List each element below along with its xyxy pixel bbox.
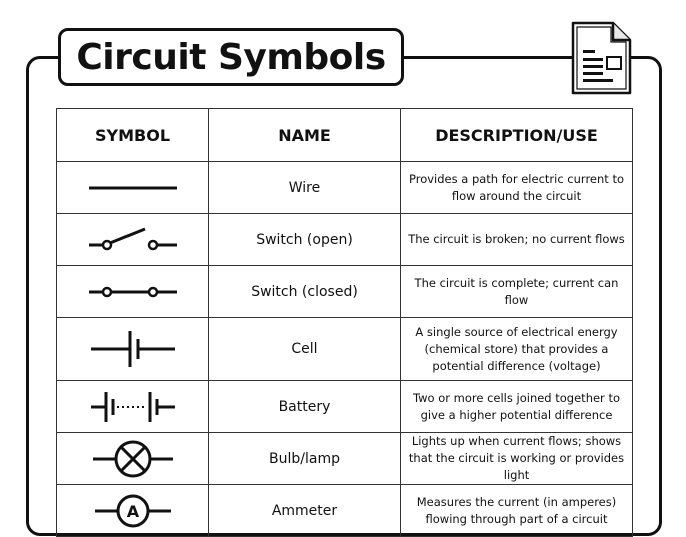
symbol-cell	[57, 318, 209, 381]
symbol-description: Measures the current (in amperes) flowing through part of a circuit	[401, 485, 633, 537]
bulb-symbol	[83, 437, 183, 481]
table-row	[57, 266, 633, 318]
symbol-description: A single source of electrical energy (chemical store) that provides a potential difference (voltage)	[401, 318, 633, 381]
battery-symbol	[83, 389, 183, 425]
symbol-description: The circuit is complete; current can flow	[401, 266, 633, 318]
symbol-description: Provides a path for electric current to flow around the circuit	[401, 162, 633, 214]
symbol-name: Cell	[209, 318, 401, 381]
symbol-cell	[57, 162, 209, 214]
symbol-cell	[57, 485, 209, 537]
closed-switch-symbol	[83, 282, 183, 302]
table-header-row	[57, 109, 633, 162]
table-row	[57, 433, 633, 485]
page-title: Circuit Symbols	[76, 36, 386, 78]
table-row	[57, 318, 633, 381]
symbol-name: Battery	[209, 381, 401, 433]
symbol-name: Wire	[209, 162, 401, 214]
symbol-cell	[57, 381, 209, 433]
open-switch-symbol	[83, 225, 183, 255]
table-row	[57, 485, 633, 537]
symbol-description: Lights up when current flows; shows that the circuit is working or provides light	[401, 433, 633, 485]
wire-symbol	[83, 178, 183, 198]
symbol-description: Two or more cells joined together to give a higher potential difference	[401, 381, 633, 433]
column-header-symbol: SYMBOL	[57, 109, 209, 162]
column-header-name: NAME	[209, 109, 401, 162]
cell-symbol	[83, 327, 183, 371]
symbol-name: Bulb/lamp	[209, 433, 401, 485]
ammeter-letter: A	[126, 501, 139, 521]
document-icon	[569, 20, 633, 96]
ammeter-symbol	[83, 491, 183, 531]
column-header-description: DESCRIPTION/USE	[401, 109, 633, 162]
symbol-name: Switch (closed)	[209, 266, 401, 318]
symbol-cell	[57, 266, 209, 318]
table-row	[57, 381, 633, 433]
symbol-cell	[57, 214, 209, 266]
symbol-description: The circuit is broken; no current flows	[401, 214, 633, 266]
circuit-symbols-table	[56, 108, 633, 537]
symbol-cell	[57, 433, 209, 485]
title-banner	[58, 28, 404, 86]
symbol-name: Switch (open)	[209, 214, 401, 266]
table-row	[57, 214, 633, 266]
table-row	[57, 162, 633, 214]
symbol-name: Ammeter	[209, 485, 401, 537]
